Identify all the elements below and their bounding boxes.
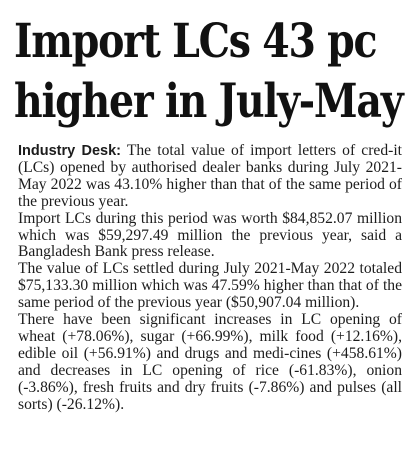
article-paragraph-2: Import LCs during this period was worth $84,852.07 million which was $59,297.49 million the previous year, said a Bangladesh Bank press release. [18, 209, 402, 261]
article-body [18, 143, 402, 414]
headline-line-2: higher in July-May [14, 74, 403, 129]
article-paragraph-3: The value of LCs settled during July 2021-May 2022 totaled $75,133.30 million which was 47.59% higher than that of the same period of the previous year ($50,907.04 million). [18, 260, 402, 312]
headline-line-1: Import LCs 43 pc [14, 14, 377, 69]
paragraph-text: The total value of import letters of cred-it (LCs) opened by authorised dealer banks during July 2021-May 2022 was 43.10% higher than that of the same period of the previous year. [18, 142, 402, 210]
article-paragraph-1 [18, 143, 402, 211]
byline: Industry Desk: [18, 143, 121, 159]
headline [14, 12, 403, 132]
article-paragraph-4: There have been significant increases in LC opening of wheat (+78.06%), sugar (+66.99%), milk food (+12.16%), edible oil (+56.91%) and drugs and medi-cines (+458.61%) and decreases in LC opening of rice (-61.83%), onion (-3.86%), fresh fruits and dry fruits (-7.86%) and pulses (all sorts) (-26.12%). [18, 311, 402, 413]
